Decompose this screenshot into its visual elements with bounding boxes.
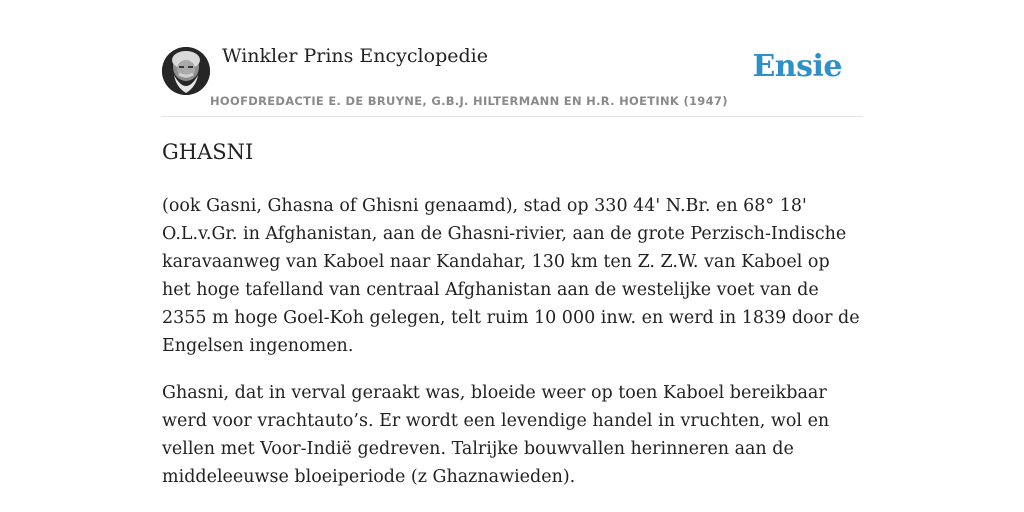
source-title[interactable]: Winkler Prins Encyclopedie — [222, 45, 488, 67]
ensie-logo[interactable]: Ensie — [752, 49, 842, 84]
portrait-icon[interactable] — [162, 47, 210, 95]
entry-title: GHASNI — [162, 140, 254, 164]
editors-line: HOOFDREDACTIE E. DE BRUYNE, G.B.J. HILTERMANN EN H.R. HOETINK (1947) — [210, 94, 728, 108]
entry-body — [162, 192, 862, 510]
entry-paragraph: Ghasni, dat in verval geraakt was, bloeide weer op toen Kaboel bereikbaar werd voor vrachtauto’s. Er wordt een levendige handel in vruchten, wol en vellen met Voor-Indië gedreven. Talrijke bouwvallen herinneren aan de middeleeuwse bloeiperiode (z Ghaznawieden). — [162, 383, 830, 487]
entry-paragraph: (ook Gasni, Ghasna of Ghisni genaamd), stad op 330 44' N.Br. en 68° 18' O.L.v.Gr. in Afghanistan, aan de Ghasni-rivier, aan de grote Perzisch-Indische karavaanweg van Kaboel naar Kandahar, 130 km ten Z. Z.W. van Kaboel op het hoge tafelland van centraal Afghanistan aan de westelijke voet van de 2355 m hoge Goel-Koh gelegen, telt ruim 10 000 inw. en werd in 1839 door de Engelsen ingenomen. — [162, 196, 860, 356]
source-header — [162, 0, 862, 117]
article-page — [162, 0, 862, 487]
